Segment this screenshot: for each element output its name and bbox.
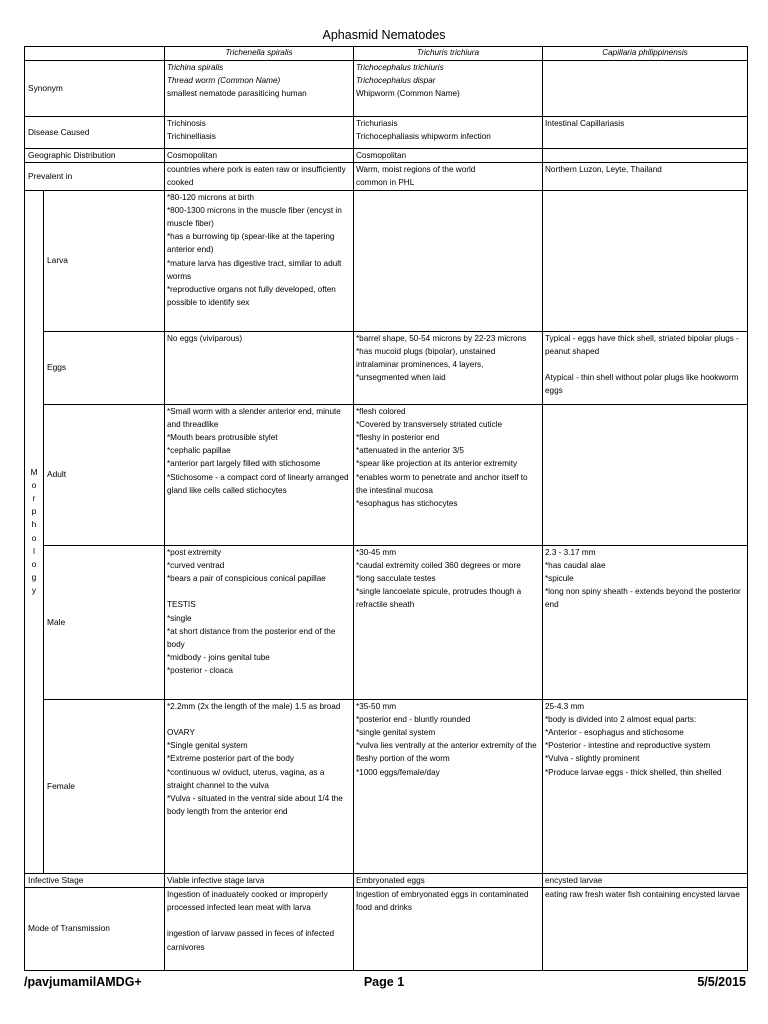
cell-line: *at short distance from the posterior end of the body xyxy=(167,626,336,650)
row-label: Disease Caused xyxy=(25,117,165,149)
row-label: Synonym xyxy=(25,61,165,117)
cell-line: eating raw fresh water fish containing encysted larvae xyxy=(545,889,740,899)
cell-line: *vulva lies ventrally at the anterior extremity of the fleshy portion of the worm xyxy=(356,741,537,764)
cell-infective-trichinella xyxy=(165,873,354,887)
cell-line: *has mucoid plugs (bipolar), unstained intralaminar prominences, 4 layers, xyxy=(356,346,496,370)
cell-line: *midbody - joins genital tube xyxy=(167,653,270,663)
morphology-letter: o xyxy=(31,532,37,543)
cell-line: *has caudal alae xyxy=(545,560,606,570)
cell-line: *barrel shape, 50-54 microns by 22-23 microns xyxy=(356,333,527,343)
cell-disease-trichinella xyxy=(165,117,354,149)
cell-line: *single xyxy=(167,613,192,623)
morphology-letter: M xyxy=(30,466,38,477)
row-label: Female xyxy=(44,699,165,873)
cell-line: Trichina spiralis xyxy=(167,63,224,72)
cell-line: *esophagus has stichocytes xyxy=(356,499,458,509)
cell-disease-capillaria xyxy=(543,117,748,149)
header-row xyxy=(25,47,748,61)
cell-line: No eggs (viviparous) xyxy=(167,333,243,343)
footer-date: 5/5/2015 xyxy=(697,975,746,989)
morphology-letter: y xyxy=(31,585,37,596)
cell-male-trichinella xyxy=(165,545,354,699)
col-header-trichinella: Trichenella spiralis xyxy=(165,47,354,61)
cell-line: Ingestion of embryonated eggs in contaminated food and drinks xyxy=(356,889,529,913)
cell-line: *anterior part largely filled with stichosome xyxy=(167,459,321,469)
cell-line: *Extreme posterior part of the body xyxy=(167,754,294,764)
col-header-trichuris: Trichuris trichiura xyxy=(354,47,543,61)
cell-line: *long sacculate testes xyxy=(356,574,436,584)
cell-larva-capillaria xyxy=(543,190,748,331)
row-female xyxy=(25,699,748,873)
cell-line: Ingestion of inaduately cooked or improperly processed infected lean meat with larva xyxy=(167,889,328,913)
cell-prevalent-capillaria xyxy=(543,163,748,190)
cell-line: countries where pork is eaten raw or insufficiently cooked xyxy=(167,165,346,188)
cell-line: *single lancoelate spicule, protrudes though a refractile sheath xyxy=(356,587,522,610)
footer-author: /pavjumamilAMDG+ xyxy=(24,975,142,989)
cell-larva-trichuris xyxy=(354,190,543,331)
cell-line: *curved ventrad xyxy=(167,560,225,570)
cell-prevalent-trichuris xyxy=(354,163,543,190)
row-transmission xyxy=(25,887,748,970)
row-label: Adult xyxy=(44,404,165,545)
cell-geo-capillaria xyxy=(543,149,748,163)
cell-synonym-trichuris xyxy=(354,61,543,117)
cell-line: *Posterior - intestine and reproductive system xyxy=(545,741,711,751)
cell-line: *Produce larvae eggs - thick shelled, thin shelled xyxy=(545,767,722,777)
cell-line: *post extremity xyxy=(167,547,222,557)
cell-male-capillaria xyxy=(543,545,748,699)
cell-line: *body is divided into 2 almost equal parts: xyxy=(545,714,697,724)
cell-adult-trichuris xyxy=(354,404,543,545)
header-blank xyxy=(25,47,165,61)
cell-prevalent-trichinella xyxy=(165,163,354,190)
cell-line: Trichinosis xyxy=(167,119,206,128)
cell-line xyxy=(167,713,351,726)
cell-geo-trichinella xyxy=(165,149,354,163)
cell-line: *cephalic papillae xyxy=(167,446,231,456)
cell-line: *Covered by transversely striated cuticle xyxy=(356,419,503,429)
cell-female-capillaria xyxy=(543,699,748,873)
cell-line: *reproductive organs not fully developed, often possible to identify sex xyxy=(167,285,336,308)
cell-line: *mature larva has digestive tract, similar to adult worms xyxy=(167,258,342,281)
cell-male-trichuris xyxy=(354,545,543,699)
cell-line: *30-45 mm xyxy=(356,547,397,557)
cell-larva-trichinella xyxy=(165,190,354,331)
cell-line: *Single genital system xyxy=(167,741,248,751)
cell-line: *80-120 microns at birth xyxy=(167,192,254,202)
cell-line: *bears a pair of conspicious conical papillae xyxy=(167,574,326,584)
cell-line: Intestinal Capillariasis xyxy=(545,119,625,128)
row-label: Infective Stage xyxy=(25,873,165,887)
cell-line: *continuous w/ oviduct, uterus, vagina, as a straight channel to the vulva xyxy=(167,767,325,790)
row-disease xyxy=(25,117,748,149)
cell-line: smallest nematode parasiticing human xyxy=(167,89,307,99)
morphology-letter: p xyxy=(31,506,37,517)
cell-line: *Anterior - esophagus and stichosome xyxy=(545,728,684,738)
row-label: Larva xyxy=(44,190,165,331)
cell-line: *Mouth bears protrusible stylet xyxy=(167,433,278,443)
cell-line: Northern Luzon, Leyte, Thailand xyxy=(545,165,662,175)
cell-line: Cosmopolitan xyxy=(167,151,218,160)
cell-line: *Vulva - situated in the ventral side about 1/4 the body length from the anterior end xyxy=(167,794,343,817)
cell-line xyxy=(167,585,351,598)
cell-line: Typical - eggs have thick shell, striated bipolar plugs - peanut shaped xyxy=(545,333,739,356)
cell-line: *long non spiny sheath - extends beyond the posterior end xyxy=(545,587,741,610)
cell-line: *single genital system xyxy=(356,728,436,738)
cell-line: *800-1300 microns in the muscle fiber (encyst in muscle fiber) xyxy=(167,205,342,229)
morphology-letter: g xyxy=(31,572,37,583)
cell-line: common in PHL xyxy=(356,178,415,188)
nematode-table xyxy=(24,46,748,971)
cell-line: *fleshy in posterior end xyxy=(356,433,440,443)
cell-synonym-capillaria xyxy=(543,61,748,117)
cell-line: ingestion of larvaw passed in feces of infected carnivores xyxy=(167,929,335,952)
cell-line: *posterior end - bluntly rounded xyxy=(356,714,471,724)
cell-line xyxy=(167,914,351,927)
row-label: Mode of Transmission xyxy=(25,887,165,970)
cell-transmission-trichinella xyxy=(165,887,354,970)
cell-line: *attenuated in the anterior 3/5 xyxy=(356,446,464,456)
row-infective xyxy=(25,873,748,887)
cell-line: *posterior - cloaca xyxy=(167,666,233,676)
cell-line: *spicule xyxy=(545,574,574,584)
row-prevalent xyxy=(25,163,748,190)
row-male xyxy=(25,545,748,699)
cell-line: *spear like projection at its anterior extremity xyxy=(356,459,518,469)
row-geo xyxy=(25,149,748,163)
cell-female-trichuris xyxy=(354,699,543,873)
col-header-capillaria: Capillaria philippinensis xyxy=(543,47,748,61)
cell-line: Atypical - thin shell without polar plugs like hookworm eggs xyxy=(545,373,739,396)
cell-line: *1000 eggs/female/day xyxy=(356,767,440,777)
cell-line: Trichocephalus dispar xyxy=(356,76,436,86)
morphology-letter: o xyxy=(31,559,37,570)
cell-line: Whipworm (Common Name) xyxy=(356,89,460,99)
cell-line: *Vulva - slightly prominent xyxy=(545,754,640,764)
row-synonym xyxy=(25,61,748,117)
morphology-letter: h xyxy=(31,519,37,530)
cell-line: Viable infective stage larva xyxy=(167,875,265,885)
morphology-letter: l xyxy=(33,545,35,556)
morphology-letter: r xyxy=(32,493,36,503)
row-eggs xyxy=(25,331,748,404)
cell-eggs-capillaria xyxy=(543,331,748,404)
cell-line: Cosmopolitan xyxy=(356,151,407,160)
cell-adult-capillaria xyxy=(543,404,748,545)
row-label: Eggs xyxy=(44,331,165,404)
cell-line: Embryonated eggs xyxy=(356,875,425,885)
cell-line: Trichocephalus trichiuris xyxy=(356,63,444,72)
cell-line: *flesh colored xyxy=(356,406,406,416)
row-adult xyxy=(25,404,748,545)
page-title: Aphasmid Nematodes xyxy=(322,28,446,42)
cell-line: Warm, moist regions of the world xyxy=(356,165,476,175)
cell-line: *Small worm with a slender anterior end, minute and threadlike xyxy=(167,406,341,429)
morphology-label xyxy=(25,190,44,873)
cell-transmission-trichuris xyxy=(354,887,543,970)
cell-line: Trichuriasis xyxy=(356,119,398,128)
footer-page-number: Page 1 xyxy=(363,975,405,989)
cell-line xyxy=(545,358,745,371)
cell-infective-capillaria xyxy=(543,873,748,887)
cell-infective-trichuris xyxy=(354,873,543,887)
cell-line: 2.3 - 3.17 mm xyxy=(545,547,596,557)
cell-eggs-trichuris xyxy=(354,331,543,404)
cell-line: *Stichosome - a compact cord of linearly arranged gland like cells called stichocytes xyxy=(167,472,349,495)
cell-synonym-trichinella xyxy=(165,61,354,117)
cell-geo-trichuris xyxy=(354,149,543,163)
cell-line: *enables worm to penetrate and anchor itself to the intestinal mucosa xyxy=(356,472,528,495)
row-label: Prevalent in xyxy=(25,163,165,190)
cell-line: *has a burrowing tip (spear-like at the tapering anterior end) xyxy=(167,232,335,255)
cell-eggs-trichinella xyxy=(165,331,354,404)
cell-female-trichinella xyxy=(165,699,354,873)
cell-line: OVARY xyxy=(167,728,195,738)
cell-line: 25-4.3 mm xyxy=(545,701,585,711)
cell-line: *2.2mm (2x the length of the male) 1.5 as broad xyxy=(167,701,341,711)
cell-line: Trichinelliasis xyxy=(167,132,216,142)
cell-adult-trichinella xyxy=(165,404,354,545)
row-label: Geographic Distribution xyxy=(25,149,165,163)
morphology-letter: o xyxy=(31,479,37,490)
cell-line: TESTIS xyxy=(167,600,196,610)
cell-line: Trichocephaliasis whipworm infection xyxy=(356,132,491,142)
row-larva xyxy=(25,190,748,331)
row-label: Male xyxy=(44,545,165,699)
cell-line: *35-50 mm xyxy=(356,701,397,711)
cell-transmission-capillaria xyxy=(543,887,748,970)
cell-disease-trichuris xyxy=(354,117,543,149)
cell-line: encysted larvae xyxy=(545,875,603,885)
cell-line: Thread worm (Common Name) xyxy=(167,76,281,86)
cell-line: *caudal extremity coiled 360 degrees or more xyxy=(356,560,521,570)
cell-line: *unsegmented when laid xyxy=(356,373,446,383)
